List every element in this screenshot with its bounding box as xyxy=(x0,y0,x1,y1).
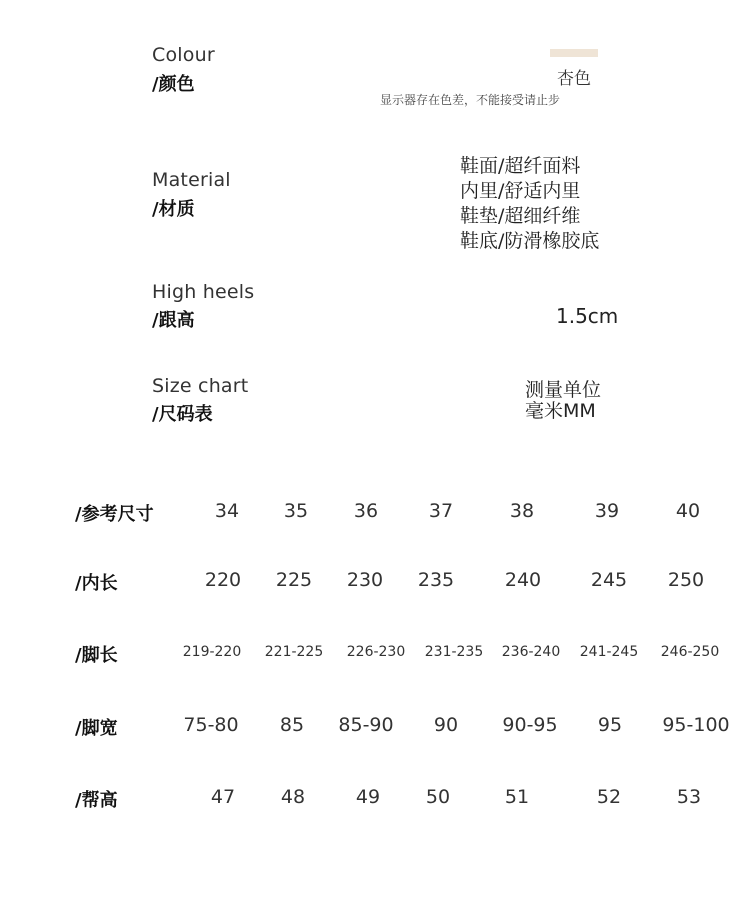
table-cell: 219-220 xyxy=(182,644,242,660)
colour-note: 显示器存在色差，不能接受请止步 xyxy=(380,93,561,107)
table-cell: 221-225 xyxy=(264,644,324,660)
table-cell: 226-230 xyxy=(346,644,406,660)
size-chart-label-en: Size chart xyxy=(152,375,249,397)
table-cell: 49 xyxy=(355,786,381,808)
unit-line1: 测量单位 xyxy=(525,379,602,401)
table-cell: 250 xyxy=(667,569,705,591)
material-value: 鞋面/超纤面料 xyxy=(460,155,581,177)
table-cell: 90-95 xyxy=(502,714,558,736)
table-cell: 95 xyxy=(597,714,623,736)
table-cell: 37 xyxy=(428,500,454,522)
table-cell: 85 xyxy=(279,714,305,736)
material-label-cn: /材质 xyxy=(152,199,195,220)
table-cell: 75-80 xyxy=(183,714,239,736)
table-cell: 50 xyxy=(425,786,451,808)
table-cell: 220 xyxy=(204,569,242,591)
table-row-label: /帮高 xyxy=(75,790,118,811)
table-row-label: /脚宽 xyxy=(75,718,118,739)
table-cell: 245 xyxy=(590,569,628,591)
material-value: 鞋底/防滑橡胶底 xyxy=(460,230,600,252)
material-value: 内里/舒适内里 xyxy=(460,180,581,202)
table-cell: 246-250 xyxy=(660,644,720,660)
material-label-en: Material xyxy=(152,169,231,191)
unit-line2: 毫米MM xyxy=(525,400,596,422)
table-cell: 235 xyxy=(417,569,455,591)
table-cell: 40 xyxy=(675,500,701,522)
table-row-label: /脚长 xyxy=(75,645,118,666)
colour-label-en: Colour xyxy=(152,44,215,66)
table-cell: 34 xyxy=(214,500,240,522)
table-cell: 85-90 xyxy=(338,714,394,736)
heels-label-en: High heels xyxy=(152,281,255,303)
colour-label-cn: /颜色 xyxy=(152,74,195,95)
table-cell: 51 xyxy=(504,786,530,808)
table-row-label: /内长 xyxy=(75,573,118,594)
table-cell: 35 xyxy=(283,500,309,522)
material-value: 鞋垫/超细纤维 xyxy=(460,205,581,227)
table-cell: 52 xyxy=(596,786,622,808)
table-cell: 90 xyxy=(433,714,459,736)
table-cell: 236-240 xyxy=(501,644,561,660)
colour-value: 杏色 xyxy=(557,69,591,89)
table-cell: 53 xyxy=(676,786,702,808)
table-cell: 38 xyxy=(509,500,535,522)
material-values xyxy=(460,154,599,254)
colour-swatch xyxy=(550,49,598,57)
table-cell: 240 xyxy=(504,569,542,591)
heels-value: 1.5cm xyxy=(556,304,619,328)
table-cell: 230 xyxy=(346,569,384,591)
table-cell: 95-100 xyxy=(662,714,730,736)
table-row-label: /参考尺寸 xyxy=(75,504,154,525)
size-chart-label-cn: /尺码表 xyxy=(152,404,213,425)
table-cell: 36 xyxy=(353,500,379,522)
table-cell: 225 xyxy=(275,569,313,591)
table-cell: 241-245 xyxy=(579,644,639,660)
table-cell: 48 xyxy=(280,786,306,808)
heels-label-cn: /跟高 xyxy=(152,310,195,331)
table-cell: 39 xyxy=(594,500,620,522)
table-cell: 47 xyxy=(210,786,236,808)
table-cell: 231-235 xyxy=(424,644,484,660)
